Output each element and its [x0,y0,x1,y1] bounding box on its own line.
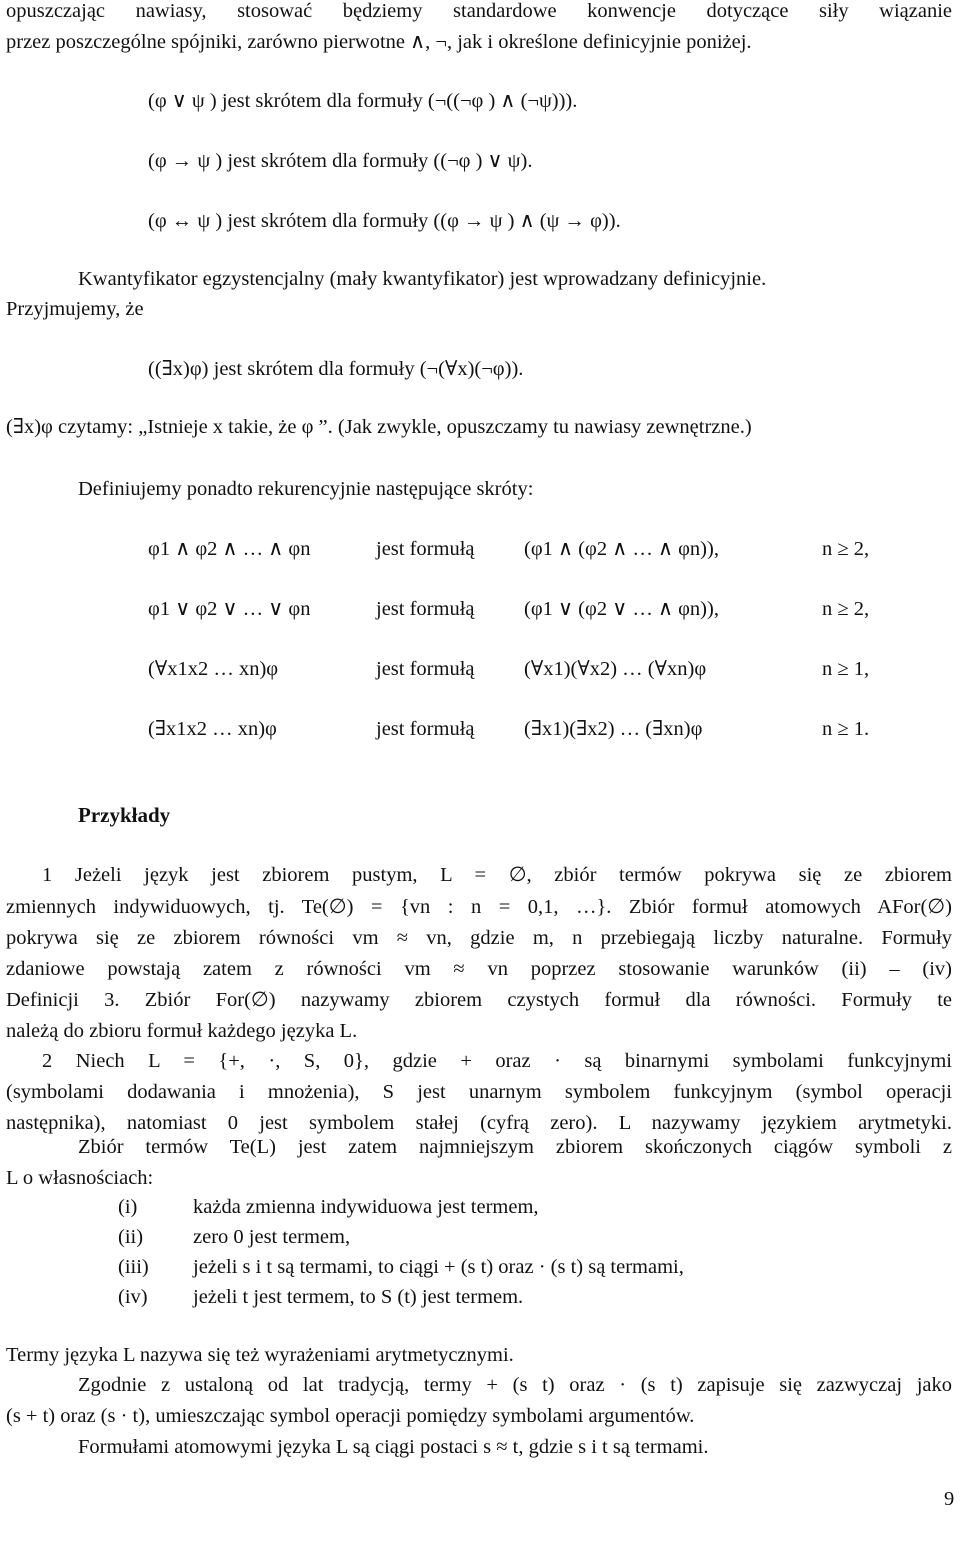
def-lhs: φ1 ∨ φ2 ∨ … ∨ φn [148,598,311,620]
example-2-line-3: następnika), natomiast 0 jest symbolem stałej (cyfrą zero). L nazywamy językiem arytmetyki. [6,1112,952,1134]
intro-line-1: opuszczając nawiasy, stosować będziemy standardowe konwencje dotyczące siły wiązanie [6,0,952,22]
exist-intro-line-1: Kwantyfikator egzystencjalny (mały kwantyfikator) jest wprowadzany definicyjnie. [78,268,767,290]
condition-item [0,1222,960,1253]
def-lhs: φ1 ∧ φ2 ∧ … ∧ φn [148,538,311,560]
examples-heading: Przykłady [78,803,171,827]
condition-text: każda zmienna indywiduowa jest termem, [193,1196,539,1218]
def-mid: jest formułą [376,658,475,680]
def-mid: jest formułą [376,598,475,620]
def-cond: n ≥ 1, [822,658,870,680]
def-row-disjunction [0,594,960,625]
closing-line-3: (s + t) oraz (s · t), umieszczając symbol operacji pomiędzy symbolami argumentów. [6,1405,695,1427]
example-2-line-1: 2 Niech L = {+, ·, S, 0}, gdzie + oraz · są binarnymi symbolami funkcyjnymi [42,1050,952,1072]
def-row-conjunction [0,534,960,565]
def-cond: n ≥ 2, [822,598,870,620]
exist-intro-line-2: Przyjmujemy, że [6,298,144,320]
condition-number: (iv) [118,1286,148,1308]
abbrev-equivalence: (φ ↔ ψ ) jest skrótem dla formuły ((φ → ψ ) ∧ (ψ → φ)). [148,210,621,232]
closing-line-2: Zgodnie z ustaloną od lat tradycją, termy + (s t) oraz · (s t) zapisuje się zazwyczaj jako [78,1374,952,1396]
example-1-line-1: 1 Jeżeli język jest zbiorem pustym, L = ∅, zbiór termów pokrywa się ze zbiorem [42,864,952,886]
def-mid: jest formułą [376,718,475,740]
condition-item [0,1252,960,1283]
def-cond: n ≥ 2, [822,538,870,560]
terms-intro-line-2: L o własnościach: [6,1167,154,1189]
def-mid: jest formułą [376,538,475,560]
condition-item [0,1282,960,1313]
def-cond: n ≥ 1. [822,718,870,740]
abbrev-implication: (φ → ψ ) jest skrótem dla formuły ((¬φ ) ∨ ψ). [148,150,533,172]
condition-text: jeżeli t jest termem, to S (t) jest termem. [193,1286,524,1308]
example-1-line-2: zmiennych indywiduowych, tj. Te(∅) = {vn : n = 0,1, …}. Zbiór formuł atomowych AFor(∅) [6,896,952,918]
condition-text: jeżeli s i t są termami, to ciągi + (s t) oraz · (s t) są termami, [193,1256,684,1278]
def-rhs: (∀x1)(∀x2) … (∀xn)φ [524,658,707,680]
defs-intro: Definiujemy ponadto rekurencyjnie następujące skróty: [78,478,534,500]
def-row-universal [0,654,960,685]
closing-line-1: Termy języka L nazywa się też wyrażeniami arytmetycznymi. [6,1344,514,1366]
closing-line-4: Formułami atomowymi języka L są ciągi postaci s ≈ t, gdzie s i t są termami. [78,1436,709,1458]
terms-intro-line-1: Zbiór termów Te(L) jest zatem najmniejszym zbiorem skończonych ciągów symboli z [78,1136,952,1158]
abbrev-disjunction: (φ ∨ ψ ) jest skrótem dla formuły (¬((¬φ ) ∧ (¬ψ))). [148,90,578,112]
condition-item [0,1192,960,1223]
example-1-line-3: pokrywa się ze zbiorem równości vm ≈ vn, gdzie m, n przebiegają liczby naturalne. Formuły [6,927,952,949]
condition-number: (iii) [118,1256,149,1278]
def-rhs: (∃x1)(∃x2) … (∃xn)φ [524,718,703,740]
example-1-line-5: Definicji 3. Zbiór For(∅) nazywamy zbiorem czystych formuł dla równości. Formuły te [6,989,952,1011]
def-lhs: (∃x1x2 … xn)φ [148,718,277,740]
def-row-existential [0,714,960,745]
condition-number: (ii) [118,1226,144,1248]
def-lhs: (∀x1x2 … xn)φ [148,658,279,680]
def-rhs: (φ1 ∨ (φ2 ∨ … ∧ φn)), [524,598,719,620]
example-1-line-6: należą do zbioru formuł każdego języka L. [6,1020,358,1042]
exist-formula: ((∃x)φ) jest skrótem dla formuły (¬(∀x)(¬φ)). [148,358,524,380]
example-2-line-2: (symbolami dodawania i mnożenia), S jest unarnym symbolem funkcyjnym (symbol operacji [6,1081,952,1103]
exist-reading: (∃x)φ czytamy: „Istnieje x takie, że φ ”. (Jak zwykle, opuszczamy tu nawiasy zewnętrzne.) [6,416,752,438]
condition-text: zero 0 jest termem, [193,1226,351,1248]
def-rhs: (φ1 ∧ (φ2 ∧ … ∧ φn)), [524,538,719,560]
example-1-line-4: zdaniowe powstają zatem z równości vm ≈ vn poprzez stosowanie warunków (ii) – (iv) [6,958,952,980]
intro-line-2: przez poszczególne spójniki, zarówno pierwotne ∧, ¬, jak i określone definicyjnie poniżej. [6,31,752,53]
condition-number: (i) [118,1196,138,1218]
page-number: 9 [944,1488,955,1510]
